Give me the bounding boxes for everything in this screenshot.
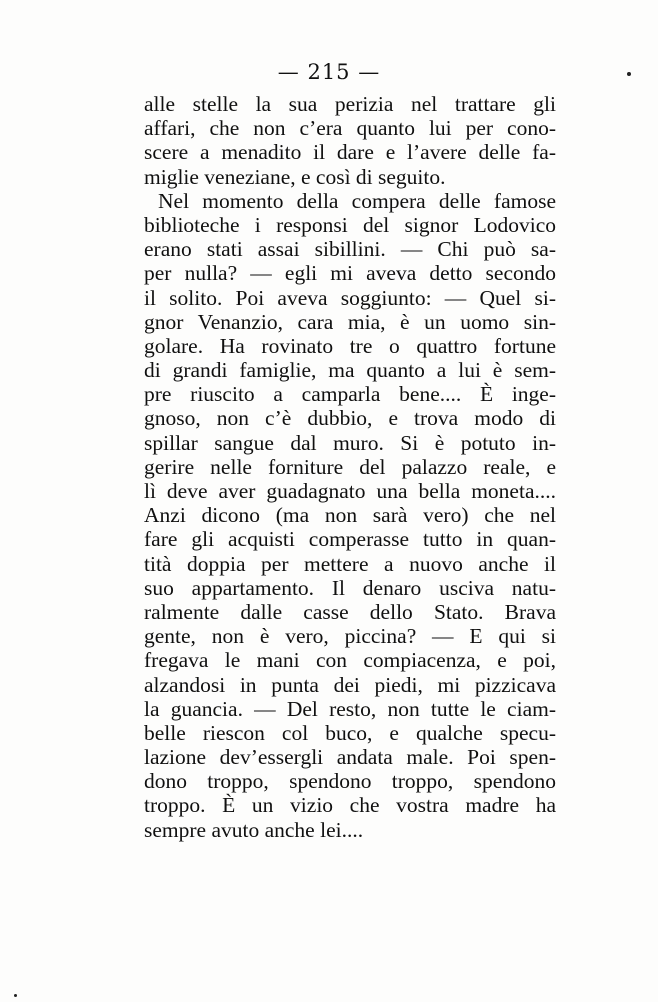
text-line: belle riescon col buco, e qualche specu- <box>144 720 556 745</box>
text-line: per nulla? — egli mi aveva detto secondo <box>144 261 556 286</box>
text-line: gente, non è vero, piccina? — E qui si <box>144 624 556 649</box>
text-line: lì deve aver guadagnato una bella moneta.... <box>144 479 556 503</box>
text-line: spillar sangue dal muro. Si è potuto in- <box>144 430 556 455</box>
text-line: scere a menadito il dare e l’avere delle fa- <box>144 140 556 165</box>
text-line: pre riuscito a camparla bene.... È inge- <box>144 382 556 407</box>
text-line: ralmente dalle casse dello Stato. Brava <box>144 599 556 624</box>
text-line: gnoso, non c’è dubbio, e trova modo di <box>144 406 556 431</box>
text-line: suo appartamento. Il denaro usciva natu- <box>144 575 556 600</box>
text-line: gnor Venanzio, cara mia, è un uomo sin- <box>144 309 556 334</box>
text-line: tità doppia per mettere a nuovo anche il <box>144 551 556 576</box>
page-number: — 215 — <box>277 60 381 84</box>
text-line: di grandi famiglie, ma quanto a lui è sem- <box>144 358 556 383</box>
body-text <box>144 92 556 842</box>
print-speck <box>627 72 631 76</box>
text-line: Anzi dicono (ma non sarà vero) che nel <box>144 503 556 528</box>
text-line: sempre avuto anche lei.... <box>144 817 364 842</box>
text-line: dono troppo, spendono troppo, spendono <box>144 769 556 794</box>
text-line: troppo. È un vizio che vostra madre ha <box>144 793 556 818</box>
text-line: golare. Ha rovinato tre o quattro fortune <box>144 333 556 358</box>
text-line: alle stelle la sua perizia nel trattare gli <box>144 92 556 116</box>
text-line: erano stati assai sibillini. — Chi può sa- <box>144 237 556 262</box>
text-line: fregava le mani con compiacenza, e poi, <box>144 648 556 673</box>
text-line: fare gli acquisti comperasse tutto in quan- <box>144 527 556 552</box>
text-line: alzandosi in punta dei piedi, mi pizzicava <box>144 672 556 697</box>
text-line: Nel momento della compera delle famose <box>158 188 556 213</box>
text-line: affari, che non c’era quanto lui per cono- <box>144 116 556 141</box>
print-speck <box>14 994 17 997</box>
text-line: il solito. Poi aveva soggiunto: — Quel si- <box>144 285 556 310</box>
text-line: miglie veneziane, e così di seguito. <box>144 164 446 189</box>
text-line: gerire nelle forniture del palazzo reale, e <box>144 454 556 479</box>
text-line: lazione dev’essergli andata male. Poi spen- <box>144 745 556 770</box>
text-line: biblioteche i responsi del signor Lodovico <box>144 212 556 237</box>
text-line: la guancia. — Del resto, non tutte le ciam- <box>144 696 556 721</box>
